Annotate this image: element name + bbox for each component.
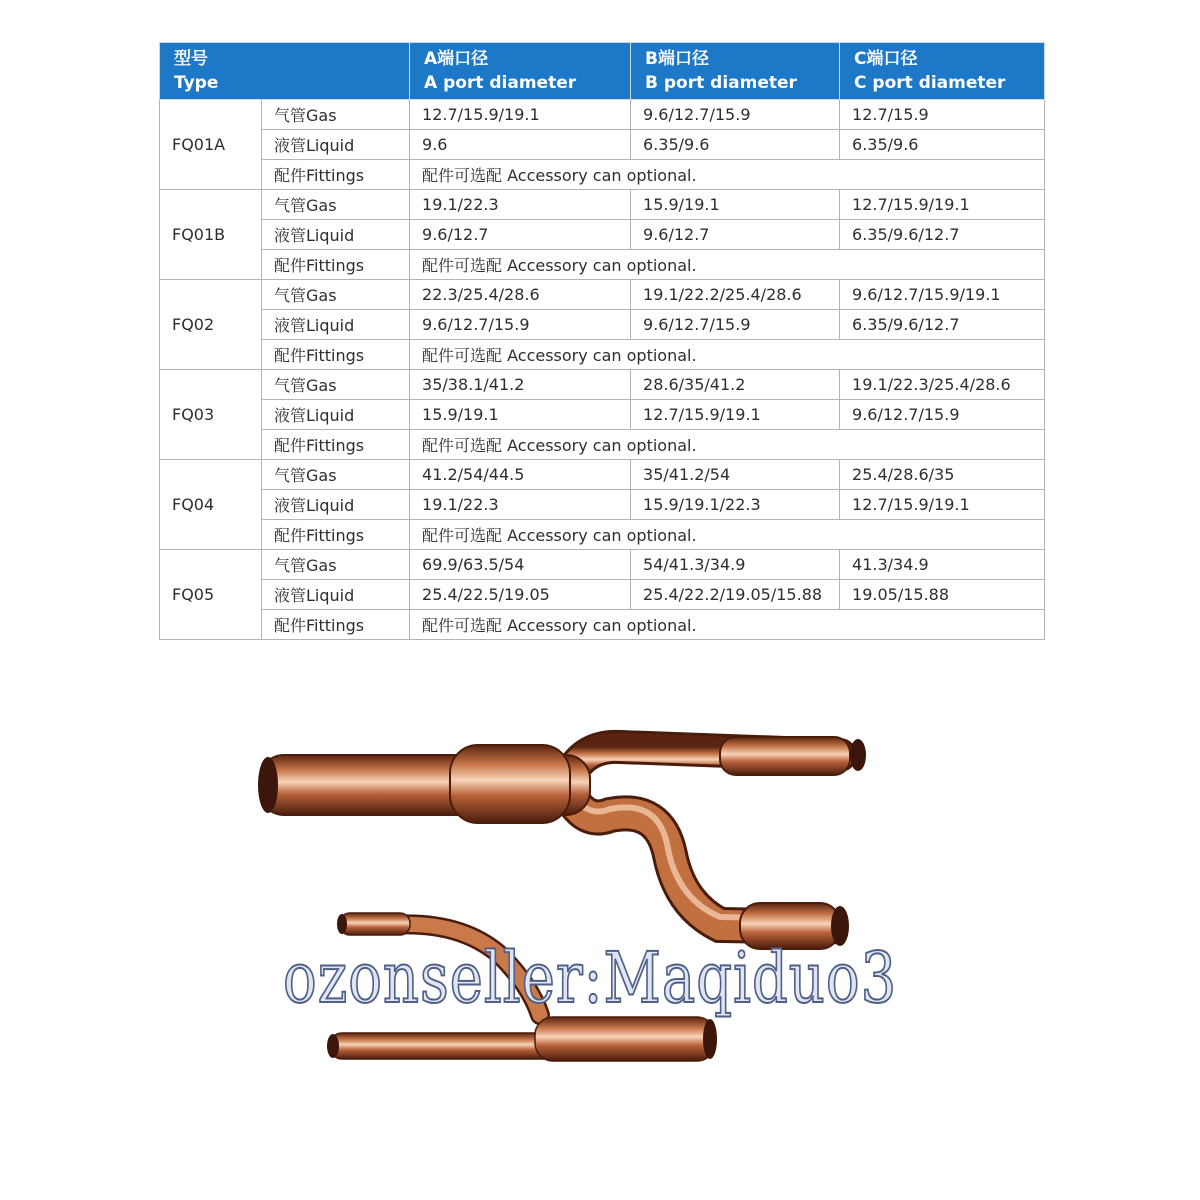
header-b-port: B端口径 B port diameter: [631, 43, 840, 100]
table-row: [160, 280, 1045, 310]
table-row: [160, 310, 1045, 340]
liquid-value-cell: 6.35/9.6/12.7: [840, 220, 1045, 250]
table-row: [160, 130, 1045, 160]
gas-value-cell: 15.9/19.1: [631, 190, 840, 220]
gas-value-cell: 22.3/25.4/28.6: [410, 280, 631, 310]
gas-value-cell: 35/38.1/41.2: [410, 370, 631, 400]
fittings-label: 配件Fittings: [262, 160, 410, 190]
type-cell: FQ05: [160, 550, 262, 640]
liquid-value-cell: 9.6/12.7/15.9: [840, 400, 1045, 430]
liquid-value-cell: 12.7/15.9/19.1: [631, 400, 840, 430]
type-cell: FQ01A: [160, 100, 262, 190]
fittings-note: 配件可选配 Accessory can optional.: [410, 610, 1045, 640]
liquid-label: 液管Liquid: [262, 220, 410, 250]
table-row: [160, 550, 1045, 580]
fittings-label: 配件Fittings: [262, 340, 410, 370]
branch-pipe-photo: [240, 715, 900, 1095]
gas-value-cell: 28.6/35/41.2: [631, 370, 840, 400]
fittings-label: 配件Fittings: [262, 430, 410, 460]
seller-watermark: ozonseller:Maqiduo3: [283, 938, 898, 1020]
fittings-note: 配件可选配 Accessory can optional.: [410, 430, 1045, 460]
fittings-note: 配件可选配 Accessory can optional.: [410, 160, 1045, 190]
liquid-value-cell: 15.9/19.1: [410, 400, 631, 430]
header-row: [160, 43, 1045, 100]
liquid-value-cell: 9.6/12.7/15.9: [410, 310, 631, 340]
table-row: [160, 430, 1045, 460]
gas-value-cell: 19.1/22.2/25.4/28.6: [631, 280, 840, 310]
gas-label: 气管Gas: [262, 550, 410, 580]
gas-label: 气管Gas: [262, 190, 410, 220]
liquid-label: 液管Liquid: [262, 400, 410, 430]
table-row: [160, 250, 1045, 280]
liquid-value-cell: 15.9/19.1/22.3: [631, 490, 840, 520]
gas-value-cell: 35/41.2/54: [631, 460, 840, 490]
table-row: [160, 580, 1045, 610]
type-cell: FQ04: [160, 460, 262, 550]
fittings-note: 配件可选配 Accessory can optional.: [410, 250, 1045, 280]
table-row: [160, 400, 1045, 430]
fittings-label: 配件Fittings: [262, 520, 410, 550]
liquid-value-cell: 6.35/9.6: [631, 130, 840, 160]
gas-label: 气管Gas: [262, 100, 410, 130]
liquid-value-cell: 12.7/15.9/19.1: [840, 490, 1045, 520]
gas-value-cell: 41.2/54/44.5: [410, 460, 631, 490]
type-cell: FQ01B: [160, 190, 262, 280]
table-row: [160, 340, 1045, 370]
liquid-label: 液管Liquid: [262, 130, 410, 160]
table-row: [160, 610, 1045, 640]
gas-value-cell: 19.1/22.3/25.4/28.6: [840, 370, 1045, 400]
liquid-value-cell: 9.6/12.7: [631, 220, 840, 250]
liquid-label: 液管Liquid: [262, 490, 410, 520]
gas-value-cell: 54/41.3/34.9: [631, 550, 840, 580]
fittings-note: 配件可选配 Accessory can optional.: [410, 520, 1045, 550]
gas-value-cell: 69.9/63.5/54: [410, 550, 631, 580]
liquid-value-cell: 19.05/15.88: [840, 580, 1045, 610]
liquid-value-cell: 9.6: [410, 130, 631, 160]
table-row: [160, 460, 1045, 490]
gas-value-cell: 12.7/15.9: [840, 100, 1045, 130]
liquid-value-cell: 25.4/22.2/19.05/15.88: [631, 580, 840, 610]
gas-value-cell: 9.6/12.7/15.9: [631, 100, 840, 130]
liquid-value-cell: 9.6/12.7/15.9: [631, 310, 840, 340]
gas-value-cell: 19.1/22.3: [410, 190, 631, 220]
gas-value-cell: 12.7/15.9/19.1: [410, 100, 631, 130]
table-row: [160, 370, 1045, 400]
table-row: [160, 100, 1045, 130]
fittings-label: 配件Fittings: [262, 250, 410, 280]
table-row: [160, 220, 1045, 250]
liquid-value-cell: 6.35/9.6/12.7: [840, 310, 1045, 340]
header-a-port: A端口径 A port diameter: [410, 43, 631, 100]
gas-value-cell: 9.6/12.7/15.9/19.1: [840, 280, 1045, 310]
header-c-port: C端口径 C port diameter: [840, 43, 1045, 100]
liquid-value-cell: 9.6/12.7: [410, 220, 631, 250]
gas-value-cell: 41.3/34.9: [840, 550, 1045, 580]
liquid-value-cell: 6.35/9.6: [840, 130, 1045, 160]
type-cell: FQ02: [160, 280, 262, 370]
table-row: [160, 160, 1045, 190]
table-row: [160, 520, 1045, 550]
gas-label: 气管Gas: [262, 280, 410, 310]
fittings-label: 配件Fittings: [262, 610, 410, 640]
liquid-value-cell: 25.4/22.5/19.05: [410, 580, 631, 610]
liquid-label: 液管Liquid: [262, 580, 410, 610]
gas-value-cell: 25.4/28.6/35: [840, 460, 1045, 490]
table-row: [160, 490, 1045, 520]
table-row: [160, 190, 1045, 220]
gas-label: 气管Gas: [262, 370, 410, 400]
gas-label: 气管Gas: [262, 460, 410, 490]
liquid-label: 液管Liquid: [262, 310, 410, 340]
gas-value-cell: 12.7/15.9/19.1: [840, 190, 1045, 220]
spec-table: [159, 42, 1045, 640]
type-cell: FQ03: [160, 370, 262, 460]
fittings-note: 配件可选配 Accessory can optional.: [410, 340, 1045, 370]
header-type: 型号 Type: [160, 43, 410, 100]
liquid-value-cell: 19.1/22.3: [410, 490, 631, 520]
